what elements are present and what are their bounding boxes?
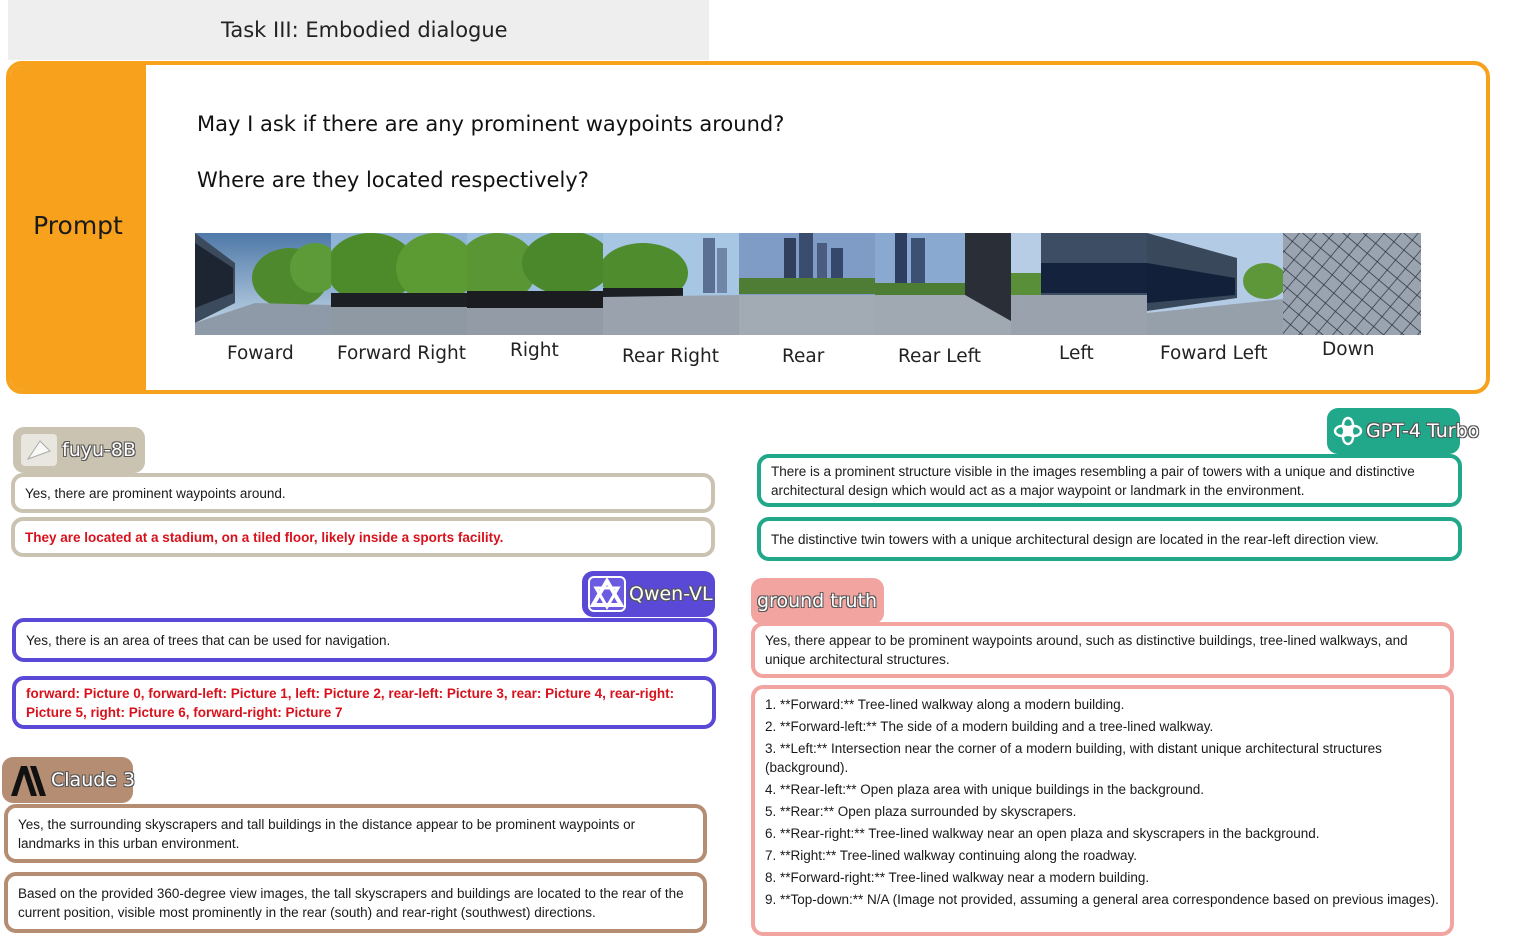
list-item: 6. **Rear-right:** Tree-lined walkway near an open plaza and skyscrapers in the background. xyxy=(765,826,1320,841)
view-image-forward-left xyxy=(1147,233,1283,335)
qwen-model-tag xyxy=(582,571,715,617)
gpt-answer-2: The distinctive twin towers with a unique architectural design are located in the rear-left direction view. xyxy=(757,517,1462,561)
ground-truth-tag xyxy=(751,578,884,624)
view-label-down: Down xyxy=(1322,339,1375,360)
claude-model-name: Claude 3 xyxy=(51,769,136,791)
gpt-answer-1: There is a prominent structure visible in the images resembling a pair of towers with a unique and distinctive architectural design which would act as a major waypoint or landmark in the environment. xyxy=(757,454,1462,507)
list-item: 5. **Rear:** Open plaza surrounded by skyscrapers. xyxy=(765,804,1077,819)
view-image-rear-right xyxy=(603,233,739,335)
view-image-right xyxy=(467,233,603,335)
fuyu-logo-icon xyxy=(19,432,59,468)
claude-answer-2: Based on the provided 360-degree view images, the tall skyscrapers and buildings are located to the rear of the current position, visible most prominently in the rear (south) and rear-right (southwest) directions. xyxy=(4,872,707,933)
anthropic-logo-icon xyxy=(8,762,48,798)
fuyu-answer-1: Yes, there are prominent waypoints around. xyxy=(11,473,715,513)
list-item: 3. **Left:** Intersection near the corner of a modern building, with distant unique architectural structures (background). xyxy=(765,741,1382,775)
view-image-forward xyxy=(195,233,331,335)
list-item: 8. **Forward-right:** Tree-lined walkway near a modern building. xyxy=(765,870,1150,885)
view-label-left: Left xyxy=(1059,343,1094,364)
ground-truth-name: ground truth xyxy=(757,590,878,612)
openai-logo-icon xyxy=(1333,413,1363,449)
list-item: 1. **Forward:** Tree-lined walkway along a modern building. xyxy=(765,697,1125,712)
list-item: 4. **Rear-left:** Open plaza area with unique buildings in the background. xyxy=(765,782,1205,797)
gpt-model-tag xyxy=(1327,408,1480,454)
prompt-label: Prompt xyxy=(10,65,146,390)
list-item: 2. **Forward-left:** The side of a modern building and a tree-lined walkway. xyxy=(765,719,1214,734)
view-label-forward-right: Forward Right xyxy=(337,343,466,364)
ground-truth-answer-list xyxy=(751,685,1454,936)
view-label-rear-right: Rear Right xyxy=(622,346,719,367)
view-image-down xyxy=(1283,233,1421,335)
prompt-question-1: May I ask if there are any prominent waypoints around? xyxy=(197,112,785,136)
view-image-rear-left xyxy=(875,233,1011,335)
fuyu-model-name: fuyu-8B xyxy=(62,439,136,461)
view-image-strip xyxy=(195,233,1421,335)
view-label-forward: Foward xyxy=(227,343,294,364)
view-label-forward-left: Foward Left xyxy=(1160,343,1268,364)
view-image-rear xyxy=(739,233,875,335)
list-item: 9. **Top-down:** N/A (Image not provided, assuming a general area correspondence based on previous images). xyxy=(765,892,1439,907)
qwen-logo-icon xyxy=(588,576,626,612)
prompt-question-2: Where are they located respectively? xyxy=(197,168,589,192)
qwen-answer-2: forward: Picture 0, forward-left: Picture 1, left: Picture 2, rear-left: Picture 3, rear: Picture 4, rear-right: Picture 5, right: Picture 6, forward-right: Picture 7 xyxy=(12,676,716,729)
view-label-rear-left: Rear Left xyxy=(898,346,982,367)
qwen-answer-1: Yes, there is an area of trees that can be used for navigation. xyxy=(12,618,717,662)
claude-model-tag xyxy=(2,757,136,803)
fuyu-answer-2: They are located at a stadium, on a tiled floor, likely inside a sports facility. xyxy=(11,517,715,557)
view-image-left xyxy=(1011,233,1147,335)
view-image-forward-right xyxy=(331,233,467,335)
view-label-rear: Rear xyxy=(782,346,825,367)
ground-truth-answer-1: Yes, there appear to be prominent waypoints around, such as distinctive buildings, tree-lined walkways, and unique architectural structures. xyxy=(751,622,1454,678)
qwen-model-name: Qwen-VL xyxy=(629,583,713,605)
task-title: Task III: Embodied dialogue xyxy=(8,0,709,60)
gpt-model-name: GPT-4 Turbo xyxy=(1366,420,1480,442)
prompt-panel xyxy=(6,61,1490,394)
view-label-right: Right xyxy=(510,340,559,361)
list-item: 7. **Right:** Tree-lined walkway continuing along the roadway. xyxy=(765,848,1137,863)
fuyu-model-tag xyxy=(13,427,145,473)
claude-answer-1: Yes, the surrounding skyscrapers and tall buildings in the distance appear to be prominent waypoints or landmarks in this urban environment. xyxy=(4,804,707,863)
